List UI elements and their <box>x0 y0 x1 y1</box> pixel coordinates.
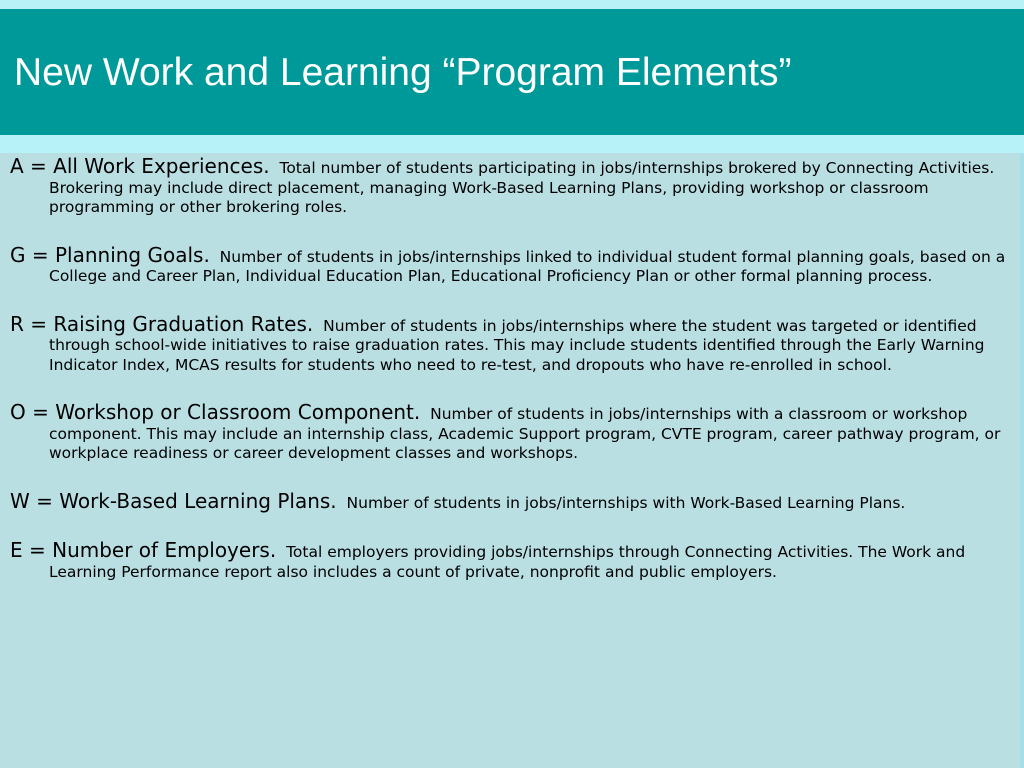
program-element-term: G = Planning Goals. <box>10 242 210 267</box>
program-element-term: W = Work-Based Learning Plans. <box>10 488 337 513</box>
program-element-g <box>10 242 1012 287</box>
slide-title: New Work and Learning “Program Elements” <box>14 51 792 94</box>
right-edge-stripe <box>1020 153 1024 768</box>
program-element-w <box>10 488 1012 514</box>
top-accent-stripe <box>0 0 1024 9</box>
program-element-description: Total number of students participating in jobs/internships brokered by Connecting Activities. Brokering may include direct placement, managing Work-Based Learning Plans, providing workshop or classroom programming or other brokering roles. <box>49 159 995 216</box>
program-element-description: Total employers providing jobs/internships through Connecting Activities. The Work and Learning Performance report also includes a count of private, nonprofit and public employers. <box>49 543 966 581</box>
program-element-a <box>10 154 1012 218</box>
program-element-r <box>10 311 1012 376</box>
program-element-o <box>10 400 1012 464</box>
program-element-description: Number of students in jobs/internships with a classroom or workshop component. This may include an internship class, Academic Support program, CVTE program, career pathway program, or workplace readiness or career development classes and workshops. <box>49 405 1001 462</box>
program-element-term: R = Raising Graduation Rates. <box>10 311 314 336</box>
program-element-term: A = All Work Experiences. <box>10 154 270 178</box>
program-element-description: Number of students in jobs/internships with Work-Based Learning Plans. <box>346 493 906 512</box>
program-element-description: Number of students in jobs/internships linked to individual student formal planning goals, based on a College and Career Plan, Individual Education Plan, Educational Proficiency Plan or other formal planning process. <box>49 247 1006 285</box>
program-elements-list <box>10 154 1012 582</box>
title-accent-stripe <box>0 135 1024 153</box>
program-element-description: Number of students in jobs/internships where the student was targeted or identified through school-wide initiatives to raise graduation rates. This may include students identified through the Early Warning Indicator Index, MCAS results for students who need to re-test, and dropouts who have re-enrolled in school. <box>49 316 985 374</box>
program-element-term: O = Workshop or Classroom Component. <box>10 400 421 424</box>
program-element-term: E = Number of Employers. <box>10 538 277 562</box>
program-element-e <box>10 538 1012 582</box>
